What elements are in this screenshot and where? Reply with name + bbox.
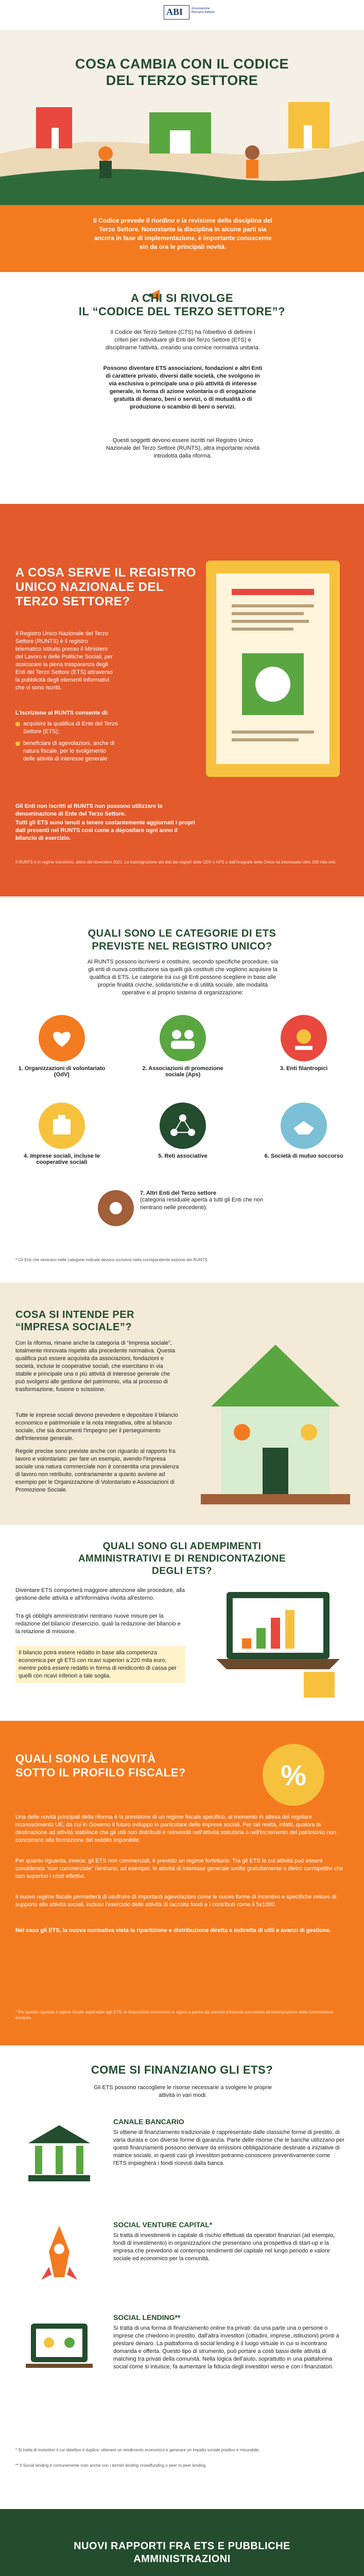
fin-item-text: Si tratta di una forma di finanziamento online tra privati: da una parte una o persone o imprese che chiedono in prestito, dall'altra investitori (cittadini, imprese, istituzioni) pronti a prestare denaro. La piattaforma di social lending è il luogo virtuale in cui si incontrano domanda e offerta. Questo tipo di strumento, può portare a costi bassi delle attività di matching tra privati della comunità. Nella logica dell'aiuto, soprattutto in una piattaforma social come si intuisce, fa aumentare la fiducia degli investitori verso e con i finanziatori. <box>113 2325 339 2370</box>
finanziamento-section <box>0 2045 364 2509</box>
category-networks <box>139 1103 227 1159</box>
fin-item-title: CANALE BANCARIO <box>113 2117 184 2126</box>
category-other <box>98 1190 268 1226</box>
adempimenti-title-line3: DEGLI ETS? <box>152 1566 212 1577</box>
who-para-2: Possono diventare ETS associazioni, fondazioni e altri Enti di carattere privato, diversi dalle società, che svolgono in via esclusiva o principale una o più attività di interesse generale, in forma di azione volontaria o di erogazione gratuita di denaro, beni o servizi, o di mutualità o di produzione o scambio di beni o servizi. <box>103 365 263 410</box>
who-title: A CHI SI RIVOLGE <box>130 292 234 304</box>
fiscale-para-2: Per quanto riguarda, invece, gli ETS non commerciali, è previsto un regime forfettario. Tra gli ETS la cui attività può essere considerata “non commerciale” rientrano, ad esempio, le attività di interesse generale svolte gratuitamente o dietro corrispettivi che non superino i costi effettivi. <box>15 1858 343 1879</box>
adempimenti-section <box>0 1525 364 1721</box>
category-label: Associazioni di promozione sociale (Aps) <box>148 1065 223 1078</box>
philanthropy-icon <box>281 1015 327 1061</box>
impresa-para-2: Tutte le imprese sociali devono prevedere e depositare il bilancio economico e patrimoniale e la nota integrativa, oltre al bilancio sociale, che sia documenti l'impegno per il perseguimento dell'interesse generale. <box>15 1412 178 1442</box>
finanziamento-intro: Gli ETS possono raccogliere le risorse necessarie a svolgere le proprie attività in vari modi. <box>93 2084 272 2098</box>
enterprise-icon <box>39 1103 85 1149</box>
impresa-para-3: Regole precise sono previste anche con riguardo al rapporto fra lavoro e volontariato: per fare un esempio, avendo l'impresa sociale una natura commerciale non è consentita una prevalenza di lavoro non retribuito, contrariamente a quanto avviene ad esempio per le Organizzazione di Volontariato e Associazioni di Promozione Sociale. <box>15 1448 179 1493</box>
category-philanthropic <box>260 1015 348 1072</box>
adempimenti-para-2: Tra gli obblighi amministrativi rientrano nuove misure per la redazione del bilancio d'esercizio, quali la redazione del bilancio e la relazione di missione. <box>15 1613 181 1635</box>
bullet-icon <box>15 741 20 746</box>
runts-title-line3: TERZO SETTORE? <box>15 595 130 608</box>
fiscale-section <box>0 1721 364 2045</box>
categories-title-line2: PREVISTE NEL REGISTRO UNICO? <box>92 941 272 952</box>
category-number: 5. <box>158 1153 163 1159</box>
runts-bullet-1: acquisire la qualifica di Ente del Terzo Settore (ETS); <box>23 721 118 735</box>
abi-logo: ABI <box>164 5 189 20</box>
fin-item-bank <box>113 2117 345 2167</box>
category-number: 6. <box>264 1153 269 1159</box>
fiscale-para-4: Nel caso gli ETS, la nuova normativa vieta la ripartizione e distribuzione diretta e indiretta di utili e avanzi di gestione. <box>15 1927 332 1934</box>
fiscale-para-1: Una delle novità principali della riforma è la previsione di un regime fiscale specifico, al momento in attesa del regolare riconoscimento UE, da cui in Governo il futuro sviluppo in particolare delle imprese sociali. Per tali realtà, infatti, qualora la destinazione ad attività stabilisce che gli utili non distribuiti e reinvestiti nell'attività statutaria o nell'incremento del patrimonio non concorrano alla formazione del reddito imponibile. <box>15 1814 336 1843</box>
category-number: 1. <box>18 1065 23 1072</box>
runts-note: Il RUNTS è in regime transitorio, attivo dal novembre 2021. La trasmigrazione dei dati dai registri delle ODV e APS e dall'Anagrafe delle Onlus ha interessato oltre 100 mila enti. <box>15 860 337 865</box>
adempimenti-title-line2: AMMINISTRATIVI E DI RENDICONTAZIONE <box>78 1553 286 1564</box>
fin-item-venture <box>113 2221 345 2263</box>
categories-title: QUALI SONO LE CATEGORIE DI ETS <box>88 928 276 939</box>
categories-section <box>0 896 364 1283</box>
bank-icon <box>21 2117 98 2190</box>
fiscale-note: * Per quanto riguarda il regime fiscale applicabile agli ETS, le disposizioni entreranno in vigore a partire dal periodo d'imposta successivo all'autorizzazione della Commissione europea. <box>15 2010 334 2020</box>
adempimenti-para-3: Il bilancio potrà essere redatto in base alla competenza economica per gli ETS con ricavi superiori a 220 mila euro, mentre potrà essere redatto in forma di rendiconto di cassa per quelli con ricavi inferiori a tale soglia. <box>15 1646 185 1683</box>
bullet-icon <box>15 722 20 726</box>
svg-text:%: % <box>281 1759 306 1791</box>
hero-title: COSA CAMBIA CON IL CODICE <box>75 56 289 72</box>
fiscale-title: QUALI SONO LE NOVITÀ <box>15 1752 156 1765</box>
runts-para-3: Gli Enti non iscritti al RUNTS non possono utilizzare la denominazione di Ente del Terzo Settore. <box>15 803 163 817</box>
hero-section <box>0 30 364 205</box>
other-entities-icon <box>98 1190 134 1226</box>
category-social-enterprise <box>18 1103 106 1165</box>
runts-section <box>0 504 364 896</box>
category-number: 7. <box>140 1190 145 1196</box>
fin-item-text: Si tratta di investimenti in capitale di rischio effettuati da operatori finanziari (ad esempio, fondi di investimento) in organizzazioni che presentano una prospettiva di start-up e la impresa che prevedono al contempo rendimenti del capitale nel lungo periodo e valore sociale ed economico per la comunità. <box>113 2232 335 2262</box>
categories-note: * Gli Enti che rientrano nelle categorie indicate devono iscriversi nella corrispondente sezione del RUNTS. <box>15 1258 209 1262</box>
hero-intro: Il Codice prevede il riordino e la revisione della disciplina del Terzo Settore. Nonostante la disciplina in alcune parti sia ancora in fase di implementazione, è importante conoscerne sin da ora le principali novità. <box>93 217 272 250</box>
fiscale-title-line2: SOTTO IL PROFILO FISCALE? <box>15 1766 186 1779</box>
registry-illustration <box>201 550 350 787</box>
category-mutual-aid <box>260 1103 348 1159</box>
header <box>0 0 364 30</box>
who-section <box>0 272 364 504</box>
categories-intro: Al RUNTS possono iscriversi e costituire, secondo specifiche procedure, sia gli enti di nuova costituzione sia quelli già costituiti che vogliono acquisire la qualifica di ETS. Le categorie tra cui gli Enti possono scegliere in base alle proprie finalità civiche, solidaristiche e di utilità sociale, alle modalità operative e al proprio sistema di organizzazione: <box>88 959 278 996</box>
impresa-title-line2: “IMPRESA SOCIALE”? <box>15 1321 132 1333</box>
social-promotion-icon <box>160 1015 206 1061</box>
category-label: Enti filantropici <box>286 1065 328 1072</box>
finanziamento-note-2: ** Il Social lending è comunemente noto anche con i termini lending crowdfunding o peer to peer lending. <box>15 2463 207 2468</box>
pa-title-line2: AMMINISTRAZIONI <box>133 2553 231 2565</box>
impresa-title: COSA SI INTENDE PER <box>15 1309 135 1320</box>
runts-bullet-2: beneficiare di agevolazioni, anche di natura fiscale, per lo svolgimento delle attività di interesse generale <box>23 740 115 762</box>
greenhouse-illustration <box>201 1314 350 1510</box>
runts-list-title: L'iscrizione al RUNTS consente di: <box>15 710 109 716</box>
fin-item-lending <box>113 2313 345 2371</box>
volunteer-icon <box>39 1015 85 1061</box>
fin-item-title: SOCIAL LENDING** <box>113 2313 181 2321</box>
who-para-3: Questi soggetti devono essere iscritti nel Registro Unico Nazionale del Terzo Settore (RUNTS), altra importante novità introdotta dalla riforma. <box>106 437 260 459</box>
laptop-illustration <box>206 1582 350 1705</box>
runts-para-4: Tutti gli ETS sono tenuti a tenere costantemente aggiornati i propri dati presenti nel RUNTS così come a depositare ogni anno il bilancio di esercizio. <box>15 820 195 841</box>
adempimenti-title: QUALI SONO GLI ADEMPIMENTI <box>102 1541 262 1552</box>
hero-title-line2: DEL TERZO SETTORE <box>106 73 258 88</box>
category-aps <box>139 1015 227 1078</box>
category-number: 4. <box>24 1153 29 1159</box>
fin-item-text: Si ottiene di finanziamento tradizionale è rappresentato dalle classiche forme di prestito, di varia durata e con diverse forme di garanzia. Parte delle risorse che le banche utilizzano per questi finanziamenti possono derivare da emissioni obbligazionarie destinate a iniziative di matrice sociale, in questi casi gli investitori potranno conoscere preventivamente come l'ETS impiegherà i fondi ricevuti dalla banca. <box>113 2129 344 2166</box>
social-lending-icon <box>21 2313 98 2385</box>
category-number: 2. <box>142 1065 147 1072</box>
fin-item-title: SOCIAL VENTURE CAPITAL* <box>113 2221 213 2229</box>
category-label: Organizzazioni di volontariato (OdV) <box>24 1065 106 1078</box>
category-label: Imprese sociali, incluse le cooperative sociali <box>30 1153 100 1165</box>
runts-title: A COSA SERVE IL REGISTRO <box>15 566 196 580</box>
category-number: 3. <box>280 1065 285 1072</box>
runts-list <box>15 720 118 763</box>
pa-title: NUOVI RAPPORTI FRA ETS E PUBBLICHE <box>74 2540 290 2552</box>
category-label: Altri Enti del Terzo settore <box>146 1190 216 1196</box>
runts-para-1: Il Registro Unico Nazionale del Terzo Settore (RUNTS) è il registro telematico istituito presso il Ministero del Lavoro e delle Politiche Sociali, per assicurare la piena trasparenza degli Enti del Terzo Settore (ETS) attraverso la pubblicità degli elementi informativi che vi sono iscritti. <box>15 631 113 691</box>
network-icon <box>160 1103 206 1149</box>
runts-title-line2: UNICO NAZIONALE DEL <box>15 580 164 594</box>
impresa-section <box>0 1283 364 1525</box>
category-extra: (categoria residuale aperta a tutti gli Enti che non rientrano nelle precedenti). <box>140 1197 264 1211</box>
logo-subtitle: Associazione Bancaria Italiana <box>192 7 215 14</box>
impresa-para-1: Con la riforma, rimane anche la categoria di “Impresa sociale”, totalmente rinnovata rispetto alla precedente normativa. Questa qualifica può essere acquisita da associazioni, fondazioni e società, incluse le cooperative sociali, che esercitano in via stabile e principale una o più attività di interesse generale che può svolgersi alle gestione del patrimonio, vita al processo di trasformazione, fusione o scissione. <box>15 1340 176 1393</box>
hero-intro-band <box>0 205 364 272</box>
finanziamento-title: COME SI FINANZIANO GLI ETS? <box>91 2063 273 2076</box>
tax-illustration <box>242 1736 350 1814</box>
mutual-aid-icon <box>281 1103 327 1149</box>
who-title-line2: IL “CODICE DEL TERZO SETTORE”? <box>78 305 286 318</box>
pa-section <box>0 2509 364 2576</box>
category-label: Reti associative <box>164 1153 207 1159</box>
who-para-1: Il Codice del Terzo Settore (CTS) ha l'obiettivo di definire i criteri per individuare gli Enti del Terzo Settore (ETS) e disciplinarne l'attività, creando una cornice normativa unitaria. <box>106 329 260 351</box>
category-label: Società di mutuo soccorso <box>270 1153 343 1159</box>
fiscale-para-3: Il nuovo regime fiscale permetterà di usufruire di importanti agevolazioni come le nuove forme di incentivo e specifiche misure di supporto alle attività sociali, incluso l'esercizio delle attività di raccolta fondi e i contributi come il 5x1000. <box>15 1894 337 1908</box>
category-odv <box>18 1015 106 1078</box>
finanziamento-note-1: * Si tratta di investitori il cui obiettivo è duplice: ottenere un rendimento economico e generare un impatto sociale positivo e misurabile. <box>15 2448 260 2452</box>
venture-capital-icon <box>21 2221 98 2293</box>
adempimenti-para-1: Diventare ETS comporterà maggiore attenzione alle procedure, alla gestione delle attività e all'informativa rivolta all'esterno. <box>15 1587 185 1601</box>
